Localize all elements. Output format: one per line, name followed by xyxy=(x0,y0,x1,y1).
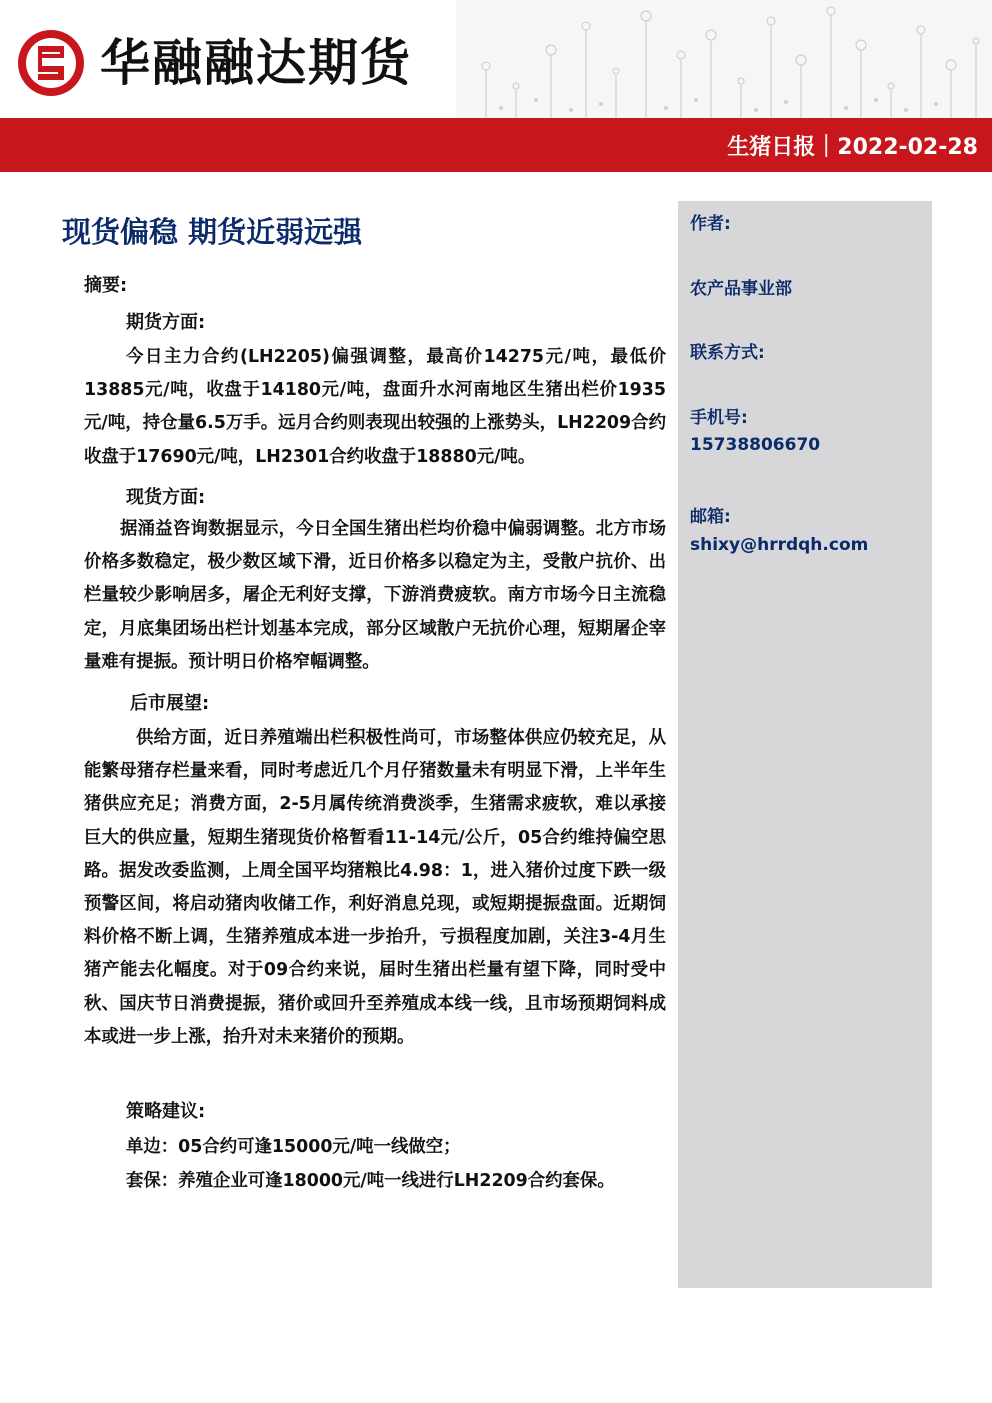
author-sidebar xyxy=(678,201,932,1288)
strategy-heading: 策略建议: xyxy=(126,1101,206,1122)
futures-heading: 期货方面: xyxy=(126,312,206,333)
contact-label: 联系方式: xyxy=(690,343,765,363)
company-logo-icon xyxy=(16,28,86,98)
report-title: 现货偏稳 期货近弱远强 xyxy=(62,215,363,249)
strategy-hedge: 套保：养殖企业可逢18000元/吨一线进行LH2209合约套保。 xyxy=(126,1171,615,1191)
department-name: 农产品事业部 xyxy=(690,279,792,299)
outlook-paragraph: 供给方面，近日养殖端出栏积极性尚可，市场整体供应仍较充足，从能繁母猪存栏量来看，同时考虑近几个月仔猪数量未有明显下滑，上半年生猪供应充足；消费方面，2-5月属传统消费淡季，生猪需求疲软，难以承接巨大的供应量，短期生猪现货价格暂看11-14元/公斤，05合约维持偏空思路。据发改委监测，上周全国平均猪粮比4.98：1，进入猪价过度下跌一级预警区间，将启动猪肉收储工作，利好消息兑现，或短期提振盘面。近期饲料价格不断上调，生猪养殖成本进一步抬升，亏损程度加剧，关注3-4月生猪产能去化幅度。对于09合约来说，届时生猪出栏量有望下降，同时受中秋、国庆节日消费提振，猪价或回升至养殖成本线一线，且市场预期饲料成本或进一步上涨，抬升对未来猪价的预期。 xyxy=(84,728,666,1047)
header-decoration xyxy=(456,0,992,120)
phone-number: 15738806670 xyxy=(690,435,821,455)
report-type-date: 生猪日报｜2022-02-28 xyxy=(727,135,978,160)
author-label: 作者: xyxy=(690,214,731,234)
futures-paragraph: 今日主力合约(LH2205)偏强调整，最高价14275元/吨，最低价13885元/吨，收盘于14180元/吨，盘面升水河南地区生猪出栏价1935元/吨，持仓量6.5万手。远月合约则表现出较强的上涨势头，LH2209合约收盘于17690元/吨，LH2301合约收盘于18880元/吨。 xyxy=(84,347,666,467)
email-address[interactable]: shixy@hrrdqh.com xyxy=(690,535,869,555)
spot-heading: 现货方面: xyxy=(126,487,206,508)
company-name: 华融融达期货 xyxy=(100,34,412,92)
phone-label: 手机号: xyxy=(690,408,748,428)
strategy-single-side: 单边：05合约可逢15000元/吨一线做空； xyxy=(126,1137,461,1157)
spot-paragraph: 据涌益咨询数据显示，今日全国生猪出栏均价稳中偏弱调整。北方市场价格多数稳定，极少数区域下滑，近日价格多以稳定为主，受散户抗价、出栏量较少影响居多，屠企无利好支撑，下游消费疲软。南方市场今日主流稳定，月底集团场出栏计划基本完成，部分区域散户无抗价心理，短期屠企宰量难有提振。预计明日价格窄幅调整。 xyxy=(84,519,666,672)
email-label: 邮箱: xyxy=(690,507,731,527)
summary-label: 摘要: xyxy=(84,275,128,296)
outlook-heading: 后市展望: xyxy=(130,693,210,714)
